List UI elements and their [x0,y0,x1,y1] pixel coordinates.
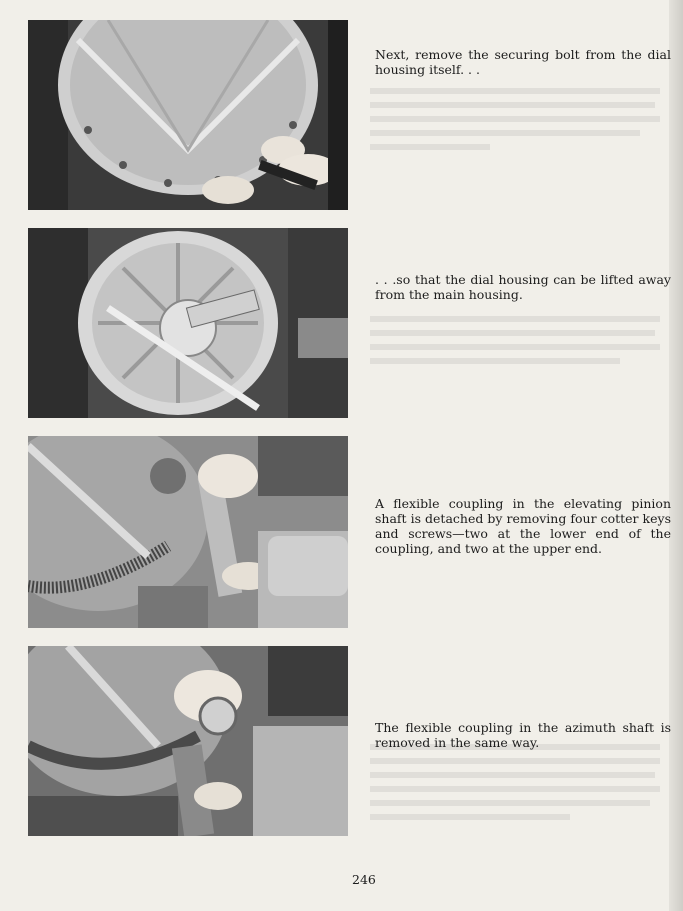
caption-step-2: . . .so that the dial housing can be lifted away from the main housing. [375,272,671,302]
photo-dial-housing-bolt [28,20,348,210]
page-edge-shadow [669,0,683,911]
caption-step-1: Next, remove the securing bolt from the dial housing itself. . . [375,47,671,77]
bleed-through-texture [370,740,666,830]
page-number: 246 [352,872,376,887]
photo-dial-housing-lifted [28,228,348,418]
bleed-through-texture [370,84,666,164]
caption-step-3: A flexible coupling in the elevating pinion shaft is detached by removing four cotter keys and screws—two at the lower end of the coupling, and two at the upper end. [375,496,671,556]
bleed-through-texture [370,312,666,372]
photo-elevating-coupling [28,436,348,628]
photo-azimuth-coupling [28,646,348,836]
caption-step-4: The flexible coupling in the azimuth shaft is removed in the same way. [375,720,671,750]
